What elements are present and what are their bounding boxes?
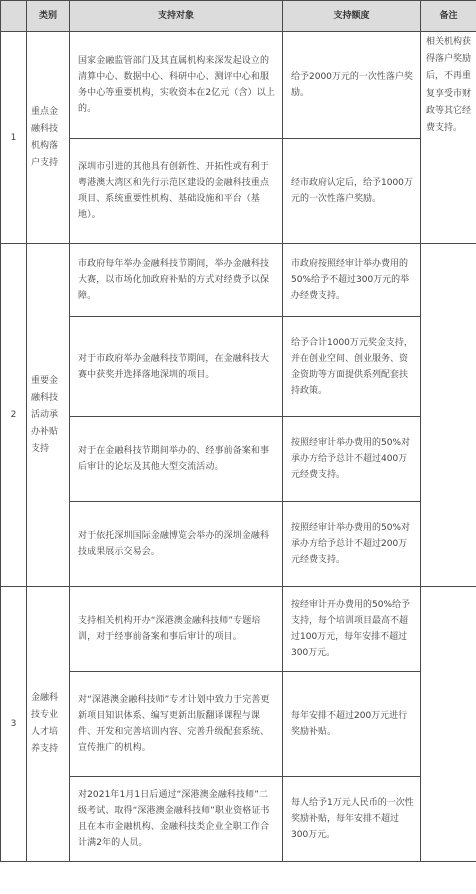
- target-cell: 市政府每年举办金融科技节期间，举办金融科技大赛，以市场化加政府补贴的方式对经费予以保障。: [70, 244, 283, 317]
- table-row: [1, 587, 476, 672]
- header-index: [1, 1, 27, 32]
- note-cell: 相关机构获得落户奖励后，不再重复享受市财政等其它经费支持。: [421, 32, 476, 244]
- target-cell: 对2021年1月1日后通过“深港澳金融科技师”二级考试、取得“深港澳金融科技师”职业资格证书且在本市金融机构、金融科技类企业全职工作合计满2年的人员。: [70, 777, 283, 862]
- target-cell: 对“深港澳金融科技师”专才计划中致力于完善更新项目知识体系、编写更新出版翻译课程与课件、开发和完善培训内容、完善升级配套系统、宣传推广的机构。: [70, 672, 283, 777]
- target-cell: 对于依托深圳国际金融博览会举办的深圳金融科技成果展示交易会。: [70, 502, 283, 587]
- target-cell: 对于在金融科技节期间举办的、经事前备案和事后审计的论坛及其他大型交流活动。: [70, 417, 283, 502]
- header-target: 支持对象: [70, 1, 283, 32]
- header-amount: 支持额度: [283, 1, 421, 32]
- table-row: [1, 417, 476, 502]
- table-row: [1, 32, 476, 139]
- target-cell: 支持相关机构开办“深港澳金融科技师”专题培训，对于经事前备案和事后审计的项目。: [70, 587, 283, 672]
- amount-cell: 按照经审计举办费用的50%对承办方给予总计不超过200万元经费支持。: [283, 502, 421, 587]
- amount-cell: 给予2000万元的一次性落户奖励。: [283, 32, 421, 139]
- row-index: 3: [1, 587, 27, 862]
- amount-cell: 经市政府认定后，给予1000万元的一次性落户奖励。: [283, 139, 421, 244]
- row-index: 2: [1, 244, 27, 587]
- table-row: [1, 244, 476, 317]
- category-cell: 重要金融科技活动承办补贴支持: [27, 244, 70, 587]
- table-row: [1, 139, 476, 244]
- header-row: [1, 1, 476, 32]
- amount-cell: 给予合计1000万元奖金支持，并在创业空间、创业服务、资金资助等方面提供系列配套扶持政策。: [283, 317, 421, 417]
- amount-cell: 每人给予1万元人民币的一次性奖励补贴，每年安排不超过300万元。: [283, 777, 421, 862]
- amount-cell: 按经审计开办费用的50%给予支持，每个培训项目最高不超过100万元，每年安排不超过300万元。: [283, 587, 421, 672]
- table-row: [1, 777, 476, 862]
- note-cell: [421, 587, 476, 862]
- target-cell: 国家金融监管部门及其直属机构来深发起设立的清算中心、数据中心、科研中心、测评中心和服务中心等重要机构，实收资本在2亿元（含）以上的。: [70, 32, 283, 139]
- note-cell: [421, 244, 476, 587]
- row-index: 1: [1, 32, 27, 244]
- table-row: [1, 502, 476, 587]
- amount-cell: 市政府按照经审计举办费用的50%给予不超过300万元的举办经费支持。: [283, 244, 421, 317]
- header-note: 备注: [421, 1, 476, 32]
- category-cell: 重点金融科技机构落户支持: [27, 32, 70, 244]
- amount-cell: 每年安排不超过200万元进行奖励补贴。: [283, 672, 421, 777]
- header-category: 类别: [27, 1, 70, 32]
- target-cell: 对于市政府举办金融科技节期间，在金融科技大赛中获奖并选择落地深圳的项目。: [70, 317, 283, 417]
- table-row: [1, 317, 476, 417]
- amount-cell: 按照经审计举办费用的50%对承办方给予总计不超过400万元经费支持。: [283, 417, 421, 502]
- category-cell: 金融科技专业人才培养支持: [27, 587, 70, 862]
- target-cell: 深圳市引进的其他具有创新性、开拓性或有利于粤港澳大湾区和先行示范区建设的金融科技重点项目、系统重要性机构、基础设施和平台（基地）。: [70, 139, 283, 244]
- table-row: [1, 672, 476, 777]
